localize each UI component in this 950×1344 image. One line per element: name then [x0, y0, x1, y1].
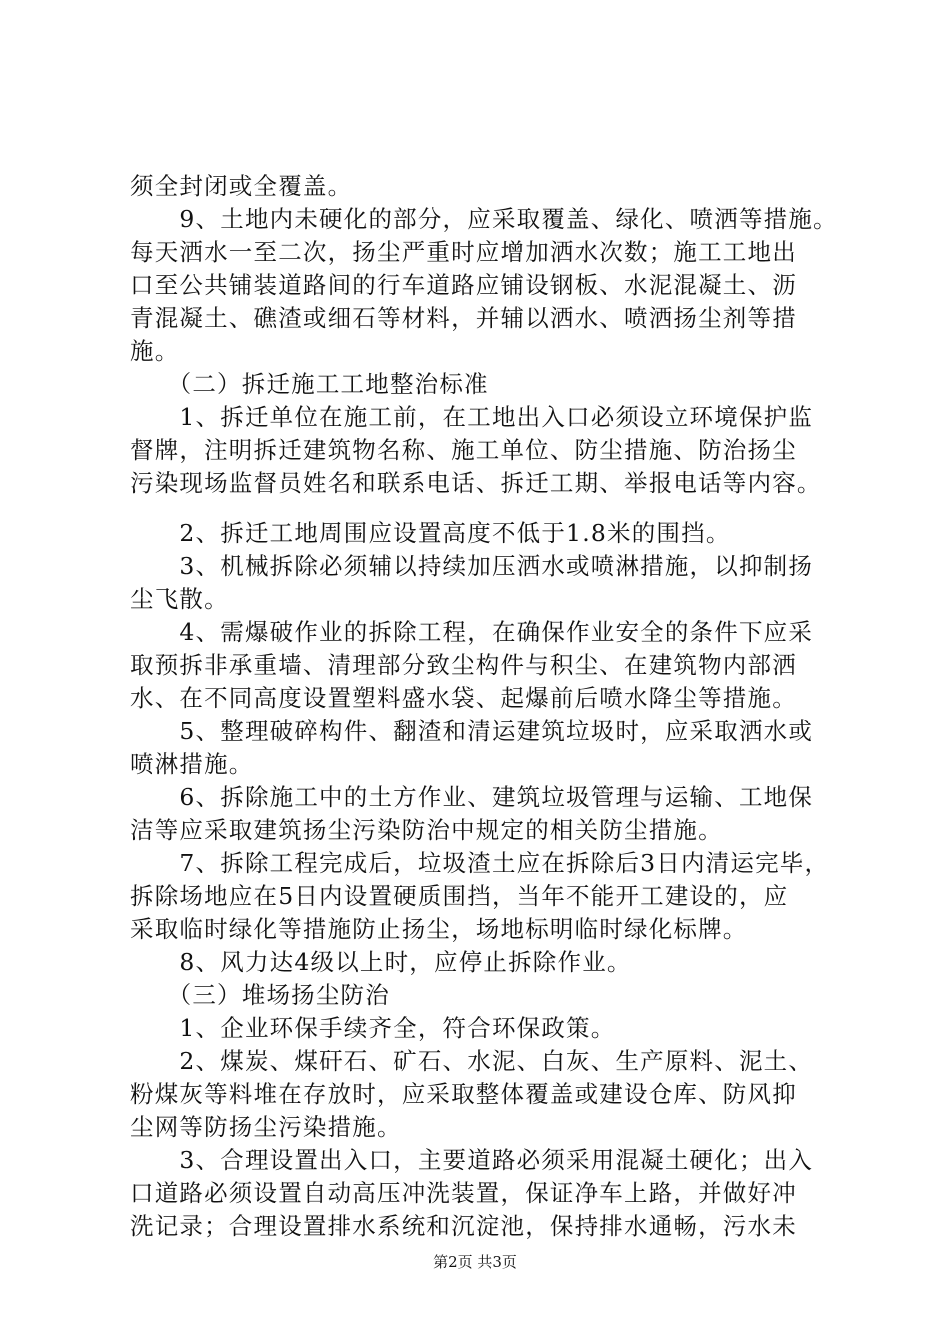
- text-line: 粉煤灰等料堆在存放时，应采取整体覆盖或建设仓库、防风抑: [130, 1080, 797, 1108]
- text-line: 3、机械拆除必须辅以持续加压洒水或喷淋措施，以抑制扬: [130, 552, 814, 580]
- text-line: 拆除场地应在5日内设置硬质围挡，当年不能开工建设的，应: [130, 882, 789, 910]
- text-line: 青混凝土、礁渣或细石等材料，并辅以洒水、喷洒扬尘剂等措: [130, 304, 797, 332]
- text-line: 洁等应采取建筑扬尘污染防治中规定的相关防尘措施。: [130, 816, 723, 844]
- text-line: 取预拆非承重墙、清理部分致尘构件与积尘、在建筑物内部洒: [130, 651, 797, 679]
- text-line: 5、整理破碎构件、翻渣和清运建筑垃圾时，应采取洒水或: [130, 717, 814, 745]
- text-line: 督牌，注明拆迁建筑物名称、施工单位、防尘措施、防治扬尘: [130, 436, 797, 464]
- text-line: 4、需爆破作业的拆除工程，在确保作业安全的条件下应采: [130, 618, 814, 646]
- text-line: 2、煤炭、煤矸石、矿石、水泥、白灰、生产原料、泥土、: [130, 1047, 814, 1075]
- section-heading: （二）拆迁施工工地整治标准: [130, 370, 489, 398]
- text-line: 施。: [130, 337, 180, 365]
- text-line: 6、拆除施工中的土方作业、建筑垃圾管理与运输、工地保: [130, 783, 814, 811]
- section-heading: （三）堆场扬尘防治: [130, 981, 390, 1009]
- text-line: 1、拆迁单位在施工前，在工地出入口必须设立环境保护监: [130, 403, 814, 431]
- text-line: 8、风力达4级以上时，应停止拆除作业。: [130, 948, 632, 976]
- text-line: 尘飞散。: [130, 585, 229, 613]
- page-number-footer: 第2页 共3页: [433, 1253, 517, 1271]
- text-line: 口道路必须设置自动高压冲洗装置，保证净车上路，并做好冲: [130, 1179, 797, 1207]
- text-line: 1、企业环保手续齐全，符合环保政策。: [130, 1014, 616, 1042]
- text-line: 采取临时绿化等措施防止扬尘，场地标明临时绿化标牌。: [130, 915, 748, 943]
- text-line: 洗记录；合理设置排水系统和沉淀池，保持排水通畅，污水未: [130, 1212, 797, 1240]
- text-line: 9、土地内未硬化的部分，应采取覆盖、绿化、喷洒等措施。: [130, 205, 838, 233]
- text-line: 污染现场监督员姓名和联系电话、拆迁工期、举报电话等内容。: [130, 469, 822, 497]
- text-line: 尘网等防扬尘污染措施。: [130, 1113, 402, 1141]
- text-line: 水、在不同高度设置塑料盛水袋、起爆前后喷水降尘等措施。: [130, 684, 797, 712]
- text-line: 7、拆除工程完成后，垃圾渣土应在拆除后3日内清运完毕，: [130, 849, 830, 877]
- text-line: 喷淋措施。: [130, 750, 254, 778]
- text-line: 每天洒水一至二次，扬尘严重时应增加洒水次数；施工工地出: [130, 238, 797, 266]
- text-line: 口至公共铺装道路间的行车道路应铺设钢板、水泥混凝土、沥: [130, 271, 797, 299]
- text-line: 2、拆迁工地周围应设置高度不低于1.8米的围挡。: [130, 519, 731, 547]
- text-line: 须全封闭或全覆盖。: [130, 172, 353, 200]
- text-line: 3、合理设置出入口，主要道路必须采用混凝土硬化；出入: [130, 1146, 814, 1174]
